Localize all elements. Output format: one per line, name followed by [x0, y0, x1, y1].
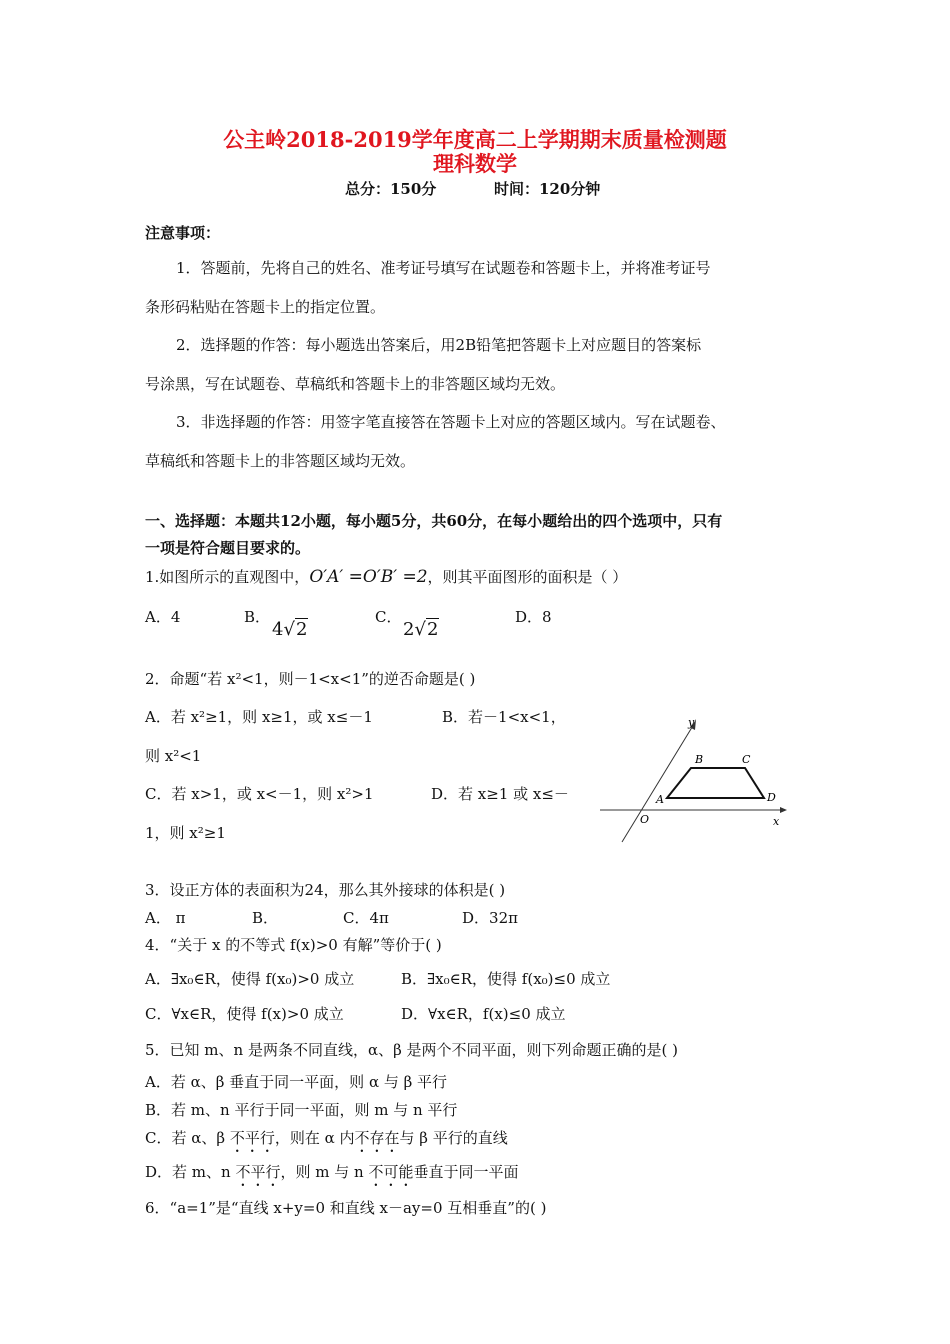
- q1-option-d: D．8: [515, 608, 552, 626]
- q2-option-d-line-1: D．若 x≥1 或 x≤－: [431, 785, 569, 803]
- note-3-line-1: 3．非选择题的作答：用签字笔直接答在答题卡上对应的答题区域内。写在试题卷、: [176, 413, 726, 431]
- y-axis-line: [622, 724, 694, 842]
- q4-option-a: A．∃x₀∈R，使得 f(x₀)>0 成立: [145, 970, 355, 988]
- label-b: B: [695, 753, 704, 766]
- note-1-line-2: 条形码粘贴在答题卡上的指定位置。: [145, 298, 386, 316]
- q1-option-b-label: B．: [244, 608, 271, 626]
- q2-option-a: A．若 x²≥1，则 x≥1，或 x≤－1: [145, 708, 373, 726]
- q5-option-d: [145, 1161, 518, 1190]
- q3-option-c: C．4π: [343, 909, 389, 927]
- q5-option-b: B．若 m、n 平行于同一平面，则 m 与 n 平行: [145, 1101, 458, 1119]
- q4-option-b: B．∃x₀∈R，使得 f(x₀)≤0 成立: [401, 970, 611, 988]
- q5-d-emphasis-1: 不平行: [235, 1163, 281, 1181]
- exam-time: 时间：120分钟: [494, 180, 601, 198]
- question-6: 6．“a=1”是“直线 x+y=0 和直线 x－ay=0 互相垂直”的( ): [145, 1199, 547, 1217]
- question-4: 4．“关于 x 的不等式 f(x)>0 有解”等价于( ): [145, 936, 442, 954]
- section-heading-line-1: 一、选择题：本题共12小题，每小题5分，共60分，在每小题给出的四个选项中，只有: [145, 512, 723, 530]
- q5-d-part-5: 垂直于同一平面: [413, 1163, 519, 1181]
- q1-option-a: A．4: [145, 608, 181, 626]
- q1-b-radicand: 2: [295, 619, 308, 640]
- note-2-line-1: 2．选择题的作答：每小题选出答案后，用2B铅笔把答题卡上对应题目的答案标: [176, 336, 702, 354]
- label-d: D: [767, 791, 776, 804]
- label-o: O: [640, 813, 650, 826]
- q5-option-c: [145, 1127, 508, 1156]
- q1-stem-post: ，则其平面图形的面积是（ ）: [427, 568, 628, 586]
- question-1: [145, 566, 627, 587]
- total-score: 总分：150分: [345, 180, 437, 198]
- q5-c-part-3: ，则在 α 内: [274, 1129, 355, 1147]
- section-heading-line-2: 一项是符合题目要求的。: [145, 539, 311, 557]
- q5-d-part-1: D．若 m、n: [145, 1163, 236, 1181]
- q2-option-b-line-1: B．若－1<x<1，: [442, 708, 566, 726]
- q5-c-emphasis-2: 不存在: [354, 1129, 400, 1147]
- page-subtitle: 理科数学: [433, 151, 517, 176]
- question-3: 3．设正方体的表面积为24，那么其外接球的体积是( ): [145, 881, 506, 899]
- q5-d-part-3: ，则 m 与 n: [280, 1163, 369, 1181]
- question-2: 2．命题“若 x²<1，则－1<x<1”的逆否命题是( ): [145, 670, 476, 688]
- q5-c-part-5: 与 β 平行的直线: [399, 1129, 508, 1147]
- q2-option-b-line-2: 则 x²<1: [145, 747, 202, 765]
- q4-option-d: D．∀x∈R，f(x)≤0 成立: [401, 1005, 566, 1023]
- sqrt-icon: √: [414, 619, 426, 640]
- q1-b-coef: 4: [272, 619, 284, 640]
- q1-stem-pre: 1.如图所示的直观图中，: [145, 568, 310, 586]
- q5-option-a: A．若 α、β 垂直于同一平面，则 α 与 β 平行: [145, 1073, 448, 1091]
- q1-option-b-value: [272, 619, 308, 640]
- note-3-line-2: 草稿纸和答题卡上的非答题区域均无效。: [145, 452, 416, 470]
- q5-d-emphasis-2: 不可能: [368, 1163, 414, 1181]
- q1-option-c-value: [403, 619, 439, 640]
- q1-c-radicand: 2: [426, 619, 439, 640]
- label-x: x: [773, 815, 780, 828]
- note-2-line-2: 号涂黑，写在试题卷、草稿纸和答题卡上的非答题区域均无效。: [145, 375, 566, 393]
- q5-c-emphasis-1: 不平行: [229, 1129, 275, 1147]
- q4-option-c: C．∀x∈R，使得 f(x)>0 成立: [145, 1005, 344, 1023]
- q1-formula: O′A′ =O′B′ =2: [309, 567, 428, 587]
- note-1-line-1: 1．答题前，先将自己的姓名、准考证号填写在试题卷和答题卡上，并将准考证号: [176, 259, 711, 277]
- label-y: y: [688, 716, 695, 729]
- q1-option-c-label: C．: [375, 608, 402, 626]
- question-5: 5．已知 m、n 是两条不同直线，α、β 是两个不同平面，则下列命题正确的是( ): [145, 1041, 679, 1059]
- oblique-diagram: [592, 714, 792, 849]
- q2-option-d-line-2: 1，则 x²≥1: [145, 824, 226, 842]
- notes-heading: 注意事项：: [145, 224, 221, 242]
- label-c: C: [742, 753, 751, 766]
- page-title: 公主岭2018-2019学年度高二上学期期末质量检测题: [223, 127, 727, 152]
- q3-option-b: B．: [252, 909, 279, 927]
- sqrt-icon: √: [283, 619, 295, 640]
- x-axis-arrow-icon: [780, 807, 787, 813]
- q2-option-c: C．若 x>1，或 x<－1，则 x²>1: [145, 785, 374, 803]
- q3-option-d: D．32π: [462, 909, 518, 927]
- q5-c-part-1: C．若 α、β: [145, 1129, 230, 1147]
- q3-option-a: A． π: [145, 909, 186, 927]
- label-a: A: [656, 793, 664, 806]
- trapezoid-abcd: [667, 768, 764, 798]
- q1-c-coef: 2: [403, 619, 415, 640]
